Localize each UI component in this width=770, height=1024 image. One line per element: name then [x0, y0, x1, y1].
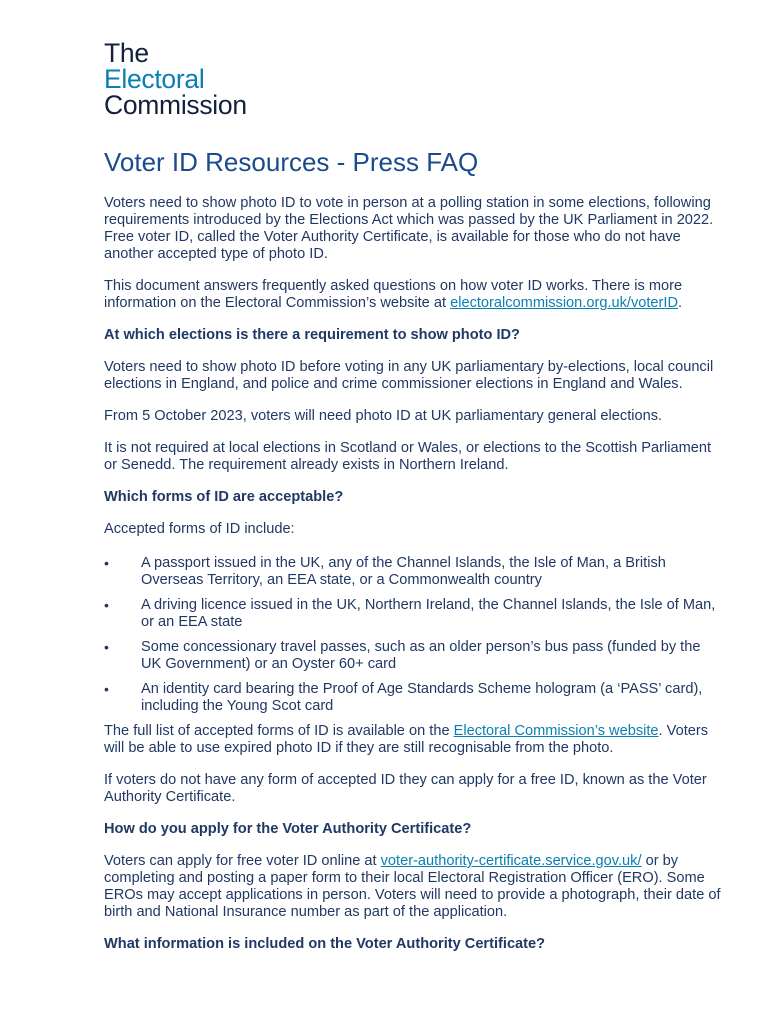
- logo-line-commission: Commission: [104, 90, 247, 120]
- full-list-text: The full list of accepted forms of ID is available on the: [104, 723, 454, 739]
- bullet: •: [104, 681, 109, 697]
- list-item-text: An identity card bearing the Proof of Age Standards Scheme hologram (a ‘PASS’ card), including the Young Scot card: [141, 681, 703, 714]
- q2-lead: Accepted forms of ID include:: [104, 521, 295, 537]
- list-item: [104, 639, 724, 673]
- q1-paragraph-1: Voters need to show photo ID before voting in any UK parliamentary by-elections, local council elections in England, and police and crime commissioner elections in England and Wales.: [104, 359, 714, 392]
- bullet: •: [104, 597, 109, 613]
- list-item-text: A driving licence issued in the UK, Northern Ireland, the Channel Islands, the Isle of Man, or an EEA state: [141, 597, 716, 630]
- full-list-paragraph: [104, 723, 724, 757]
- logo-line-the: The: [104, 38, 149, 68]
- list-item: [104, 555, 724, 589]
- q4-heading: What information is included on the Voter Authority Certificate?: [104, 936, 546, 952]
- bullet: •: [104, 555, 109, 571]
- q3-heading: How do you apply for the Voter Authority Certificate?: [104, 821, 472, 837]
- no-id-paragraph: If voters do not have any form of accepted ID they can apply for a free ID, known as the Voter Authority Certificate.: [104, 772, 707, 805]
- accepted-id-list: [104, 555, 724, 715]
- voter-id-link[interactable]: electoralcommission.org.uk/voterID: [450, 295, 678, 311]
- electoral-commission-logo: [104, 40, 724, 118]
- voter-authority-certificate-link[interactable]: voter-authority-certificate.service.gov.uk/: [380, 853, 642, 869]
- q1-heading: At which elections is there a requirement to show photo ID?: [104, 327, 520, 343]
- electoral-commission-website-link[interactable]: Electoral Commission’s website: [453, 723, 659, 739]
- q1-paragraph-3: It is not required at local elections in Scotland or Wales, or elections to the Scottish Parliament or Senedd. The requirement already exists in Northern Ireland.: [104, 440, 712, 473]
- q3-text-end: or by completing and posting a paper form to their local Electoral Registration Officer (ERO). Some EROs may accept applications in person. Voters will need to provide a photograph, their date of birth and National Insurance number as part of the application.: [104, 853, 721, 920]
- list-item: [104, 681, 724, 715]
- logo-line-electoral: Electoral: [104, 64, 205, 94]
- doc-intro-end: .: [678, 295, 683, 311]
- q3-paragraph: [104, 853, 724, 921]
- list-item: [104, 597, 724, 631]
- q2-heading: Which forms of ID are acceptable?: [104, 489, 344, 505]
- bullet: •: [104, 639, 109, 655]
- list-item-text: A passport issued in the UK, any of the Channel Islands, the Isle of Man, a British Overseas Territory, an EEA state, or a Commonwealth country: [141, 555, 666, 588]
- full-list-text-end: . Voters will be able to use expired photo ID if they are still recognisable from the photo.: [104, 723, 709, 756]
- page-title: Voter ID Resources - Press FAQ: [104, 147, 479, 177]
- q1-paragraph-2: From 5 October 2023, voters will need photo ID at UK parliamentary general elections.: [104, 408, 663, 424]
- list-item-text: Some concessionary travel passes, such as an older person’s bus pass (funded by the UK Government) or an Oyster 60+ card: [141, 639, 701, 672]
- document-page: [104, 0, 724, 953]
- doc-intro-paragraph: [104, 278, 724, 312]
- intro-paragraph: Voters need to show photo ID to vote in person at a polling station in some elections, following requirements introduced by the Elections Act which was passed by the UK Parliament in 2022. Free voter ID, called the Voter Authority Certificate, is available for those who do not have another accepted type of photo ID.: [104, 195, 714, 262]
- doc-intro-text: This document answers frequently asked questions on how voter ID works. There is more information on the Electoral Commission’s website at: [104, 278, 683, 311]
- q3-text: Voters can apply for free voter ID online at: [104, 853, 381, 869]
